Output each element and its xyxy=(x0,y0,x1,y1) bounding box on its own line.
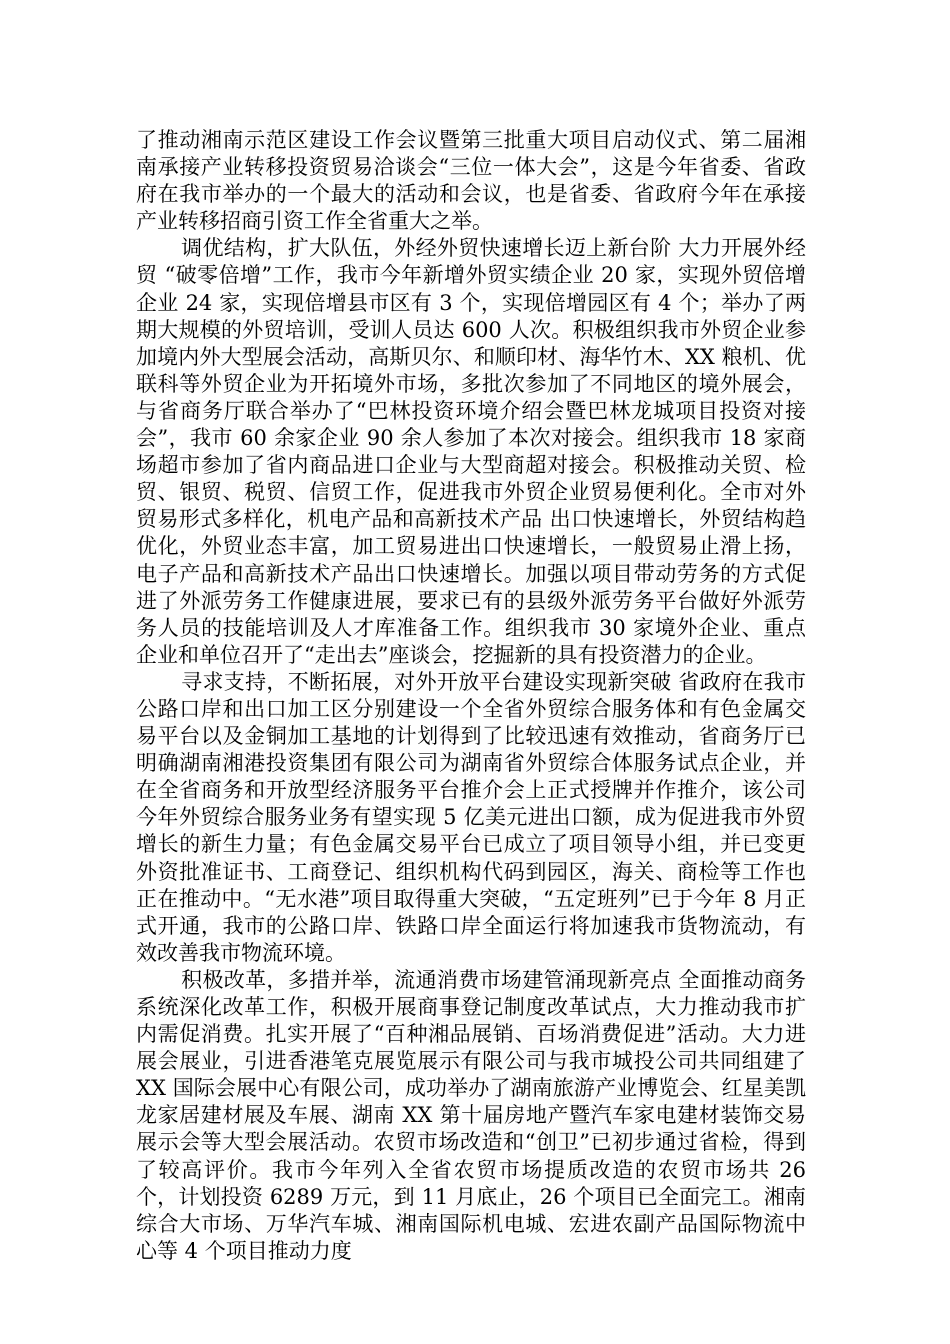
paragraph-3: 寻求支持，不断拓展，对外开放平台建设实现新突破 省政府在我市公路口岸和出口加工区分别建设一个全省外贸综合服务体和有色金属交易平台以及金铜加工基地的计划得到了比较迅速有效推动，省商务厅已明确湖南湘港投资集团有限公司为湖南省外贸综合体服务试点企业，并在全省商务和开放型经济服务平台推介会上正式授牌并作推介，该公司今年外贸综合服务业务有望实现 5 亿美元进出口额，成为促进我市外贸增长的新生力量；有色金属交易平台已成立了项目领导小组，并已变更外资批准证书、工商登记、组织机构代码到园区，海关、商检等工作也正在推动中。“无水港”项目取得重大突破，“五定班列”已于今年 8 月正式开通，我市的公路口岸、铁路口岸全面运行将加速我市货物流动，有效改善我市物流环境。 xyxy=(136,669,806,965)
document-body xyxy=(136,127,806,1265)
paragraph-4: 积极改革，多措并举，流通消费市场建管涌现新亮点 全面推动商务系统深化改革工作，积极开展商事登记制度改革试点，大力推动我市扩内需促消费。扎实开展了“百种湘品展销、百场消费促进”活动。大力进展会展业，引进香港笔克展览展示有限公司与我市城投公司共同组建了 XX 国际会展中心有限公司，成功举办了湖南旅游产业博览会、红星美凯龙家居建材展及车展、湖南 XX 第十届房地产暨汽车家电建材装饰交易展示会等大型会展活动。农贸市场改造和“创卫”已初步通过省检，得到了较高评价。我市今年列入全省农贸市场提质改造的农贸市场共 26 个，计划投资 6289 万元，到 11 月底止，26 个项目已全面完工。湘南综合大市场、万华汽车城、湘南国际机电城、宏进农副产品国际物流中心等 4 个项目推动力度 xyxy=(136,967,806,1263)
paragraph-1: 了推动湘南示范区建设工作会议暨第三批重大项目启动仪式、第二届湘南承接产业转移投资贸易洽谈会“三位一体大会”，这是今年省委、省政府在我市举办的一个最大的活动和会议，也是省委、省政府今年在承接产业转移招商引资工作全省重大之举。 xyxy=(136,128,806,234)
paragraph-2: 调优结构，扩大队伍，外经外贸快速增长迈上新台阶 大力开展外经贸 “破零倍增”工作，我市今年新增外贸实绩企业 20 家，实现外贸倍增企业 24 家，实现倍增县市区有 3 个，实现倍增园区有 4 个；举办了两期大规模的外贸培训，受训人员达 600 人次。积极组织我市外贸企业参加境内外大型展会活动，高斯贝尔、和顺印材、海华竹木、XX 粮机、优联科等外贸企业为开拓境外市场，多批次参加了不同地区的境外展会，与省商务厅联合举办了“巴林投资环境介绍会暨巴林龙城项目投资对接会”，我市 60 余家企业 90 余人参加了本次对接会。组织我市 18 家商场超市参加了省内商品进口企业与大型商超对接会。积极推动关贸、检贸、银贸、税贸、信贸工作，促进我市外贸企业贸易便利化。全市对外贸易形式多样化，机电产品和高新技术产品 出口快速增长，外贸结构趋优化，外贸业态丰富，加工贸易进出口快速增长，一般贸易止滑上扬，电子产品和高新技术产品出口快速增长。加强以项目带动劳务的方式促进了外派劳务工作健康进展，要求已有的县级外派劳务平台做好外派劳务人员的技能培训及人才库准备工作。组织我市 30 家境外企业、重点企业和单位召开了“走出去”座谈会，挖掘新的具有投资潜力的企业。 xyxy=(136,236,806,667)
